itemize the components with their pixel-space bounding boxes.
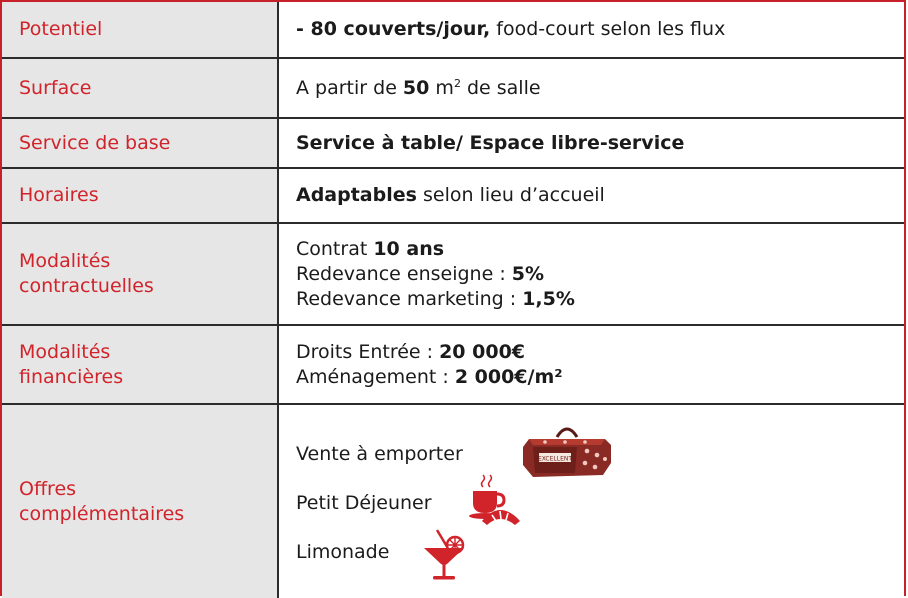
row-label: Potentiel (2, 2, 279, 57)
row-value (279, 405, 904, 598)
offer-item: Vente à emporter (296, 443, 463, 465)
row-horaires (2, 169, 904, 224)
row-label: Horaires (2, 169, 279, 222)
row-value: Adaptables selon lieu d’accueil (279, 169, 904, 222)
row-label: Modalités contractuelles (2, 224, 279, 324)
row-surface (2, 59, 904, 119)
row-label: Service de base (2, 119, 279, 167)
row-potentiel (2, 2, 904, 59)
offer-item: Limonade (296, 541, 390, 563)
cocktail-icon (419, 528, 479, 584)
row-value: A partir de 50 $m^2$ de salle (279, 59, 904, 117)
offer-item: Petit Déjeuner (296, 492, 432, 514)
row-value: Contrat 10 ans Redevance enseigne : 5% Redevance marketing : 1,5% (279, 224, 904, 324)
row-value: Service à table/ Espace libre-service (279, 119, 904, 167)
row-offres (2, 405, 904, 598)
row-label: Modalités financières (2, 326, 279, 403)
row-value: Droits Entrée : 20 000€ Aménagement : 2 000€/m² (279, 326, 904, 403)
row-modalites-financieres (2, 326, 904, 405)
row-service (2, 119, 904, 169)
row-modalites-contractuelles (2, 224, 904, 326)
coffee-croissant-icon (466, 473, 522, 529)
row-label: Offres complémentaires (2, 405, 279, 598)
takeaway-box-icon (523, 423, 611, 479)
row-label: Surface (2, 59, 279, 117)
box-label: EXCELLENT (537, 455, 573, 463)
row-value: - 80 couverts/jour, food-court selon les flux (279, 2, 904, 57)
